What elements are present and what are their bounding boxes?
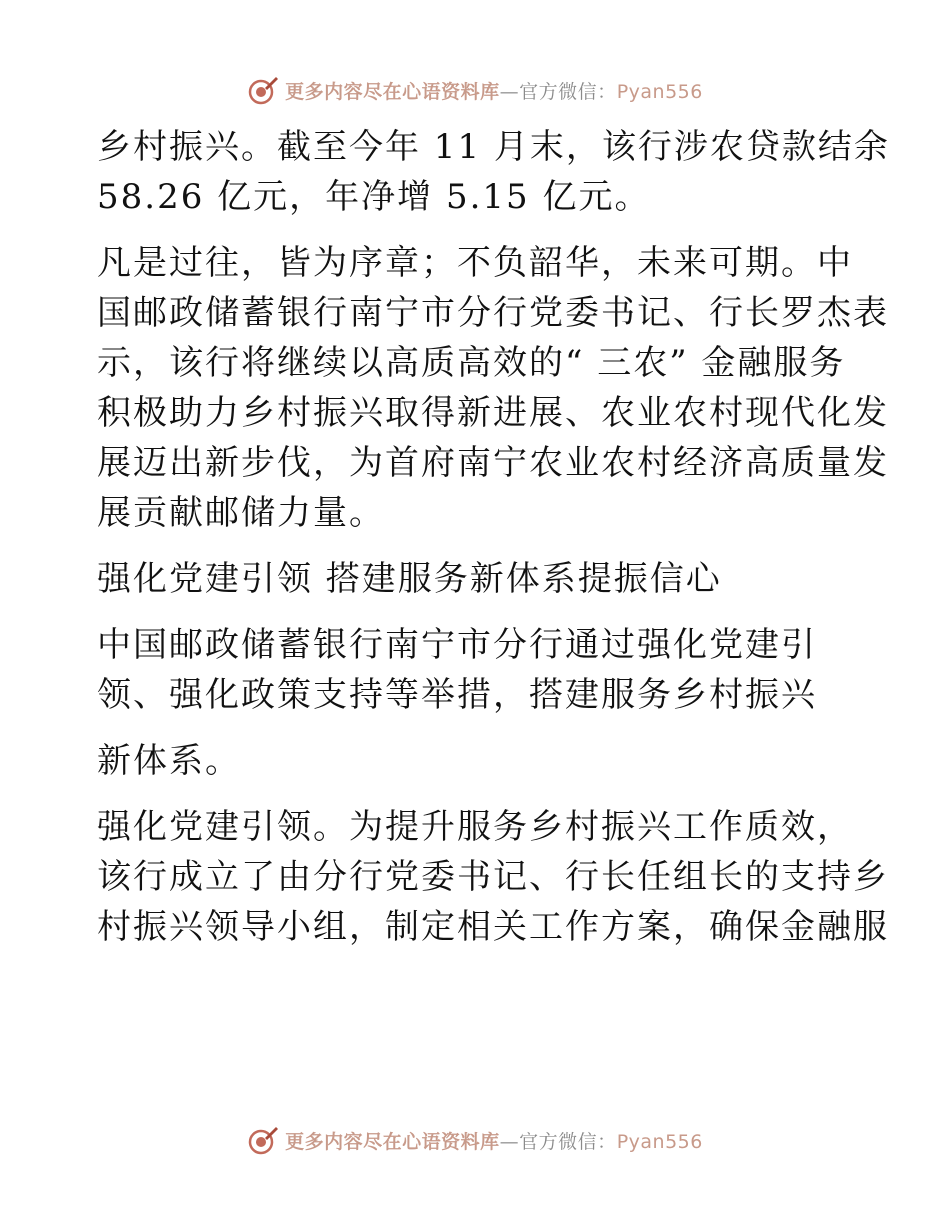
paragraph-1 bbox=[97, 122, 890, 222]
text-line: 58.26 亿元，年净增 5.15 亿元。 bbox=[97, 177, 651, 217]
text-line: 国邮政储蓄银行南宁市分行党委书记、行长罗杰表 bbox=[97, 293, 889, 333]
document-body bbox=[97, 122, 890, 968]
text-line: 强化党建引领 搭建服务新体系提振信心 bbox=[97, 559, 722, 599]
text-line: 展迈出新步伐，为首府南宁农业农村经济高质量发 bbox=[97, 443, 889, 483]
header-watermark bbox=[0, 70, 950, 110]
text-line: 领、强化政策支持等举措，搭建服务乡村振兴 bbox=[97, 675, 817, 715]
watermark-wechat-id: Pyan556 bbox=[616, 1130, 703, 1153]
text-line: 示，该行将继续以高质高效的“ 三农” 金融服务 bbox=[97, 343, 846, 383]
footer-watermark bbox=[0, 1120, 950, 1160]
watermark-label: 官方微信： bbox=[519, 80, 617, 103]
text-line: 凡是过往，皆为序章；不负韶华，未来可期。中 bbox=[97, 243, 853, 283]
text-line: 乡村振兴。截至今年 11 月末，该行涉农贷款结余 bbox=[97, 127, 890, 167]
text-line: 强化党建引领。为提升服务乡村振兴工作质效， bbox=[97, 807, 853, 847]
text-line: 新体系。 bbox=[97, 741, 241, 781]
text-line: 展贡献邮储力量。 bbox=[97, 493, 385, 533]
paragraph-5 bbox=[97, 802, 889, 952]
watermark-wechat-id: Pyan556 bbox=[616, 80, 703, 103]
watermark-text bbox=[285, 1127, 703, 1154]
watermark-brand: 更多内容尽在心语资料库 bbox=[285, 80, 500, 103]
paragraph-3 bbox=[97, 620, 857, 720]
text-line: 积极助力乡村振兴取得新进展、农业农村现代化发 bbox=[97, 393, 889, 433]
paragraph-2 bbox=[97, 238, 889, 538]
watermark-brand: 更多内容尽在心语资料库 bbox=[285, 1130, 500, 1153]
text-line: 村振兴领导小组，制定相关工作方案，确保金融服 bbox=[97, 907, 889, 947]
watermark-dash: — bbox=[499, 1130, 520, 1153]
text-line: 该行成立了由分行党委书记、行长任组长的支持乡 bbox=[97, 857, 889, 897]
watermark-text bbox=[285, 77, 703, 104]
section-heading bbox=[97, 554, 857, 604]
watermark-label: 官方微信： bbox=[519, 1130, 617, 1153]
pen-logo-icon bbox=[247, 1124, 279, 1156]
text-line: 中国邮政储蓄银行南宁市分行通过强化党建引 bbox=[97, 625, 817, 665]
pen-logo-icon bbox=[247, 74, 279, 106]
paragraph-4 bbox=[97, 736, 857, 786]
watermark-dash: — bbox=[499, 80, 520, 103]
